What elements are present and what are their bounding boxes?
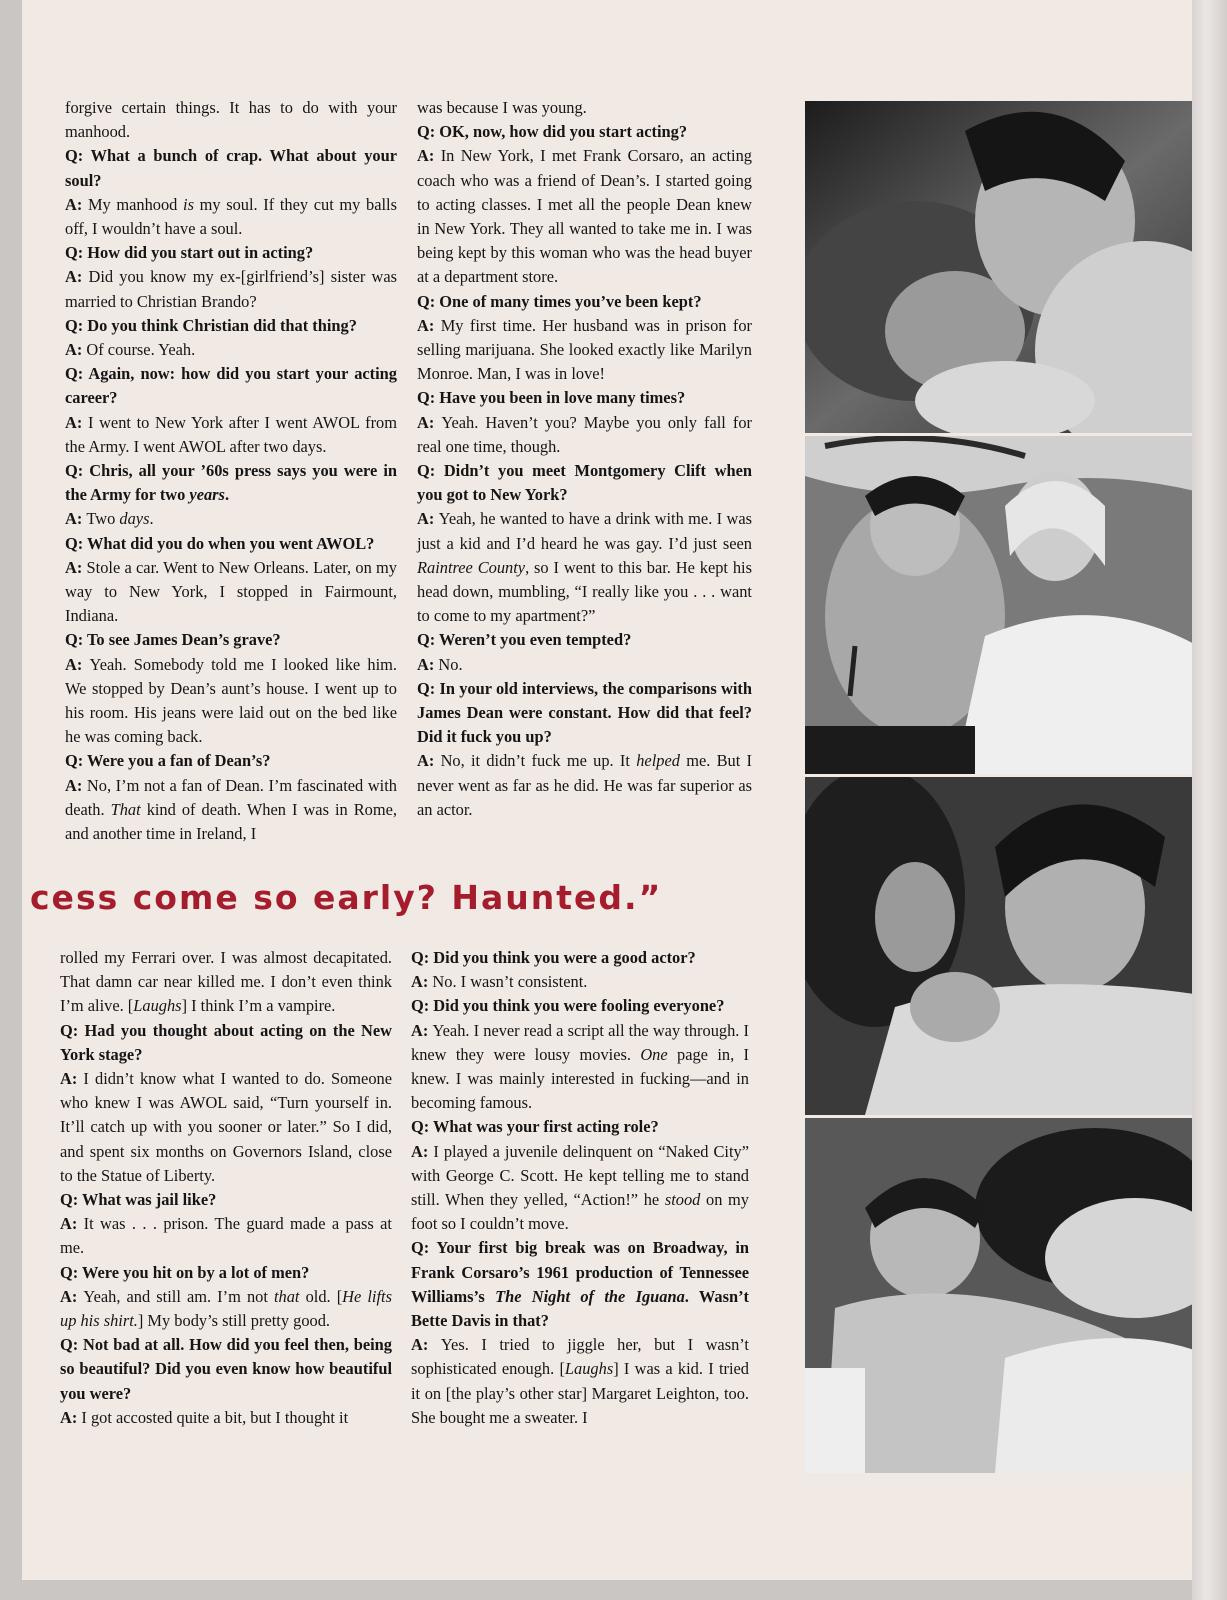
paragraph: forgive certain things. It has to do with your manhood. xyxy=(65,98,397,142)
answer: A: Yeah. I never read a script all the way through. I knew they were lousy movies. One page in, I knew. I was mainly interested in fucking—and in becoming famous. xyxy=(411,1020,749,1113)
photo-couple-embrace xyxy=(805,101,1215,433)
question: Q: To see James Dean’s grave? xyxy=(65,630,281,650)
answer: A: Of course. Yeah. xyxy=(65,340,196,360)
page-edge xyxy=(1192,0,1227,1600)
answer: A: Yes. I tried to jiggle her, but I wasn’t sophisticated enough. [Laughs] I was a kid. I tried it on [the play’s other star] Margaret Leighton, too. She bought me a sweater. I xyxy=(411,1335,749,1427)
photo-bed-knife xyxy=(805,436,1215,774)
question: Q: Had you thought about acting on the New York stage? xyxy=(60,1020,392,1064)
question: Q: Were you hit on by a lot of men? xyxy=(60,1262,310,1282)
answer: A: Yeah, he wanted to have a drink with me. I was just a kid and I’d heard he was gay. I’d just seen Raintree County, so I went to this bar. He kept his head down, mumbling, “I really like you . . . want to come to my apartment?” xyxy=(417,509,752,626)
answer: A: Yeah, and still am. I’m not that old. [He lifts up his shirt.] My body’s still pretty good. xyxy=(60,1286,392,1331)
question: Q: What did you do when you went AWOL? xyxy=(65,533,375,553)
question: Q: What was jail like? xyxy=(60,1190,217,1210)
text-column-3 xyxy=(60,946,392,1430)
answer: A: I went to New York after I went AWOL from the Army. I went AWOL after two days. xyxy=(65,412,397,456)
answer: A: Yeah. Haven’t you? Maybe you only fall for real one time, though. xyxy=(417,412,752,456)
answer: A: Stole a car. Went to New Orleans. Later, on my way to New York, I stopped in Fairmount, Indiana. xyxy=(65,557,397,626)
question: Q: OK, now, how did you start acting? xyxy=(417,122,688,142)
question: Q: In your old interviews, the comparisons with James Dean were constant. How did that feel? Did it fuck you up? xyxy=(417,678,752,747)
question: Q: Didn’t you meet Montgomery Clift when you got to New York? xyxy=(417,461,752,505)
question: Q: Were you a fan of Dean’s? xyxy=(65,751,271,771)
magazine-page xyxy=(22,0,1192,1580)
pull-quote: cess come so early? Haunted.” xyxy=(30,878,663,917)
photo-strip xyxy=(805,101,1215,1473)
paragraph: was because I was young. xyxy=(417,98,587,117)
paragraph: rolled my Ferrari over. I was almost decapitated. That damn car near killed me. I don’t even think I’m alive. [Laughs] I think I’m a vampire. xyxy=(60,948,392,1016)
question: Q: One of many times you’ve been kept? xyxy=(417,291,702,311)
question: Q: Have you been in love many times? xyxy=(417,388,686,408)
question: Q: Again, now: how did you start your acting career? xyxy=(65,364,397,408)
question: Q: Weren’t you even tempted? xyxy=(417,630,632,650)
question: Q: Do you think Christian did that thing? xyxy=(65,315,357,335)
answer: A: I didn’t know what I wanted to do. Someone who knew I was AWOL said, “Turn yourself in. It’ll catch up with you sooner or later.” So I did, and spent six months on Governors Island, close to the Statue of Liberty. xyxy=(60,1069,392,1185)
answer: A: Did you know my ex-[girlfriend’s] sister was married to Christian Brando? xyxy=(65,267,397,311)
question: Q: Did you think you were fooling everyone? xyxy=(411,996,725,1016)
question: Q: What was your first acting role? xyxy=(411,1117,659,1137)
answer: A: No. I wasn’t consistent. xyxy=(411,972,588,992)
question: Q: Chris, all your ’60s press says you were in the Army for two years. xyxy=(65,461,397,505)
answer: A: No. xyxy=(417,654,463,674)
photo-woman-embrace xyxy=(805,777,1215,1115)
question: Q: What a bunch of crap. What about your soul? xyxy=(65,146,397,190)
text-column-2 xyxy=(417,96,752,822)
answer: A: My manhood is my soul. If they cut my balls off, I wouldn’t have a soul. xyxy=(65,194,397,239)
answer: A: In New York, I met Frank Corsaro, an acting coach who was a friend of Dean’s. I started going to acting classes. I met all the people Dean knew in New York. They all wanted to take me in. I was being kept by this woman who was the head buyer at a department store. xyxy=(417,146,752,287)
text-column-4 xyxy=(411,946,749,1430)
answer: A: No, it didn’t fuck me up. It helped me. But I never went as far as he did. He was far superior as an actor. xyxy=(417,751,752,819)
answer: A: I got accosted quite a bit, but I thought it xyxy=(60,1407,349,1427)
question: Q: How did you start out in acting? xyxy=(65,243,314,263)
text-column-1 xyxy=(65,96,397,846)
answer: A: Two days. xyxy=(65,509,154,529)
answer: A: I played a juvenile delinquent on “Naked City” with George C. Scott. He kept telling me to stand still. When they yelled, “Action!” he stood on my foot so I couldn’t move. xyxy=(411,1141,749,1234)
answer: A: My first time. Her husband was in prison for selling marijuana. She looked exactly like Marilyn Monroe. Man, I was in love! xyxy=(417,315,752,384)
question: Q: Did you think you were a good actor? xyxy=(411,948,696,967)
photo-man-in-bed xyxy=(805,1118,1215,1473)
question: Q: Not bad at all. How did you feel then, being so beautiful? Did you even know how beautiful you were? xyxy=(60,1335,392,1403)
answer: A: No, I’m not a fan of Dean. I’m fascinated with death. That kind of death. When I was in Rome, and another time in Ireland, I xyxy=(65,775,397,844)
question: Q: Your first big break was on Broadway, in Frank Corsaro’s 1961 production of Tennessee Williams’s The Night of the Iguana. Wasn’t Bette Davis in that? xyxy=(411,1238,749,1331)
answer: A: It was . . . prison. The guard made a pass at me. xyxy=(60,1214,392,1258)
answer: A: Yeah. Somebody told me I looked like him. We stopped by Dean’s aunt’s house. I went up to his room. His jeans were laid out on the bed like he was coming back. xyxy=(65,654,397,747)
